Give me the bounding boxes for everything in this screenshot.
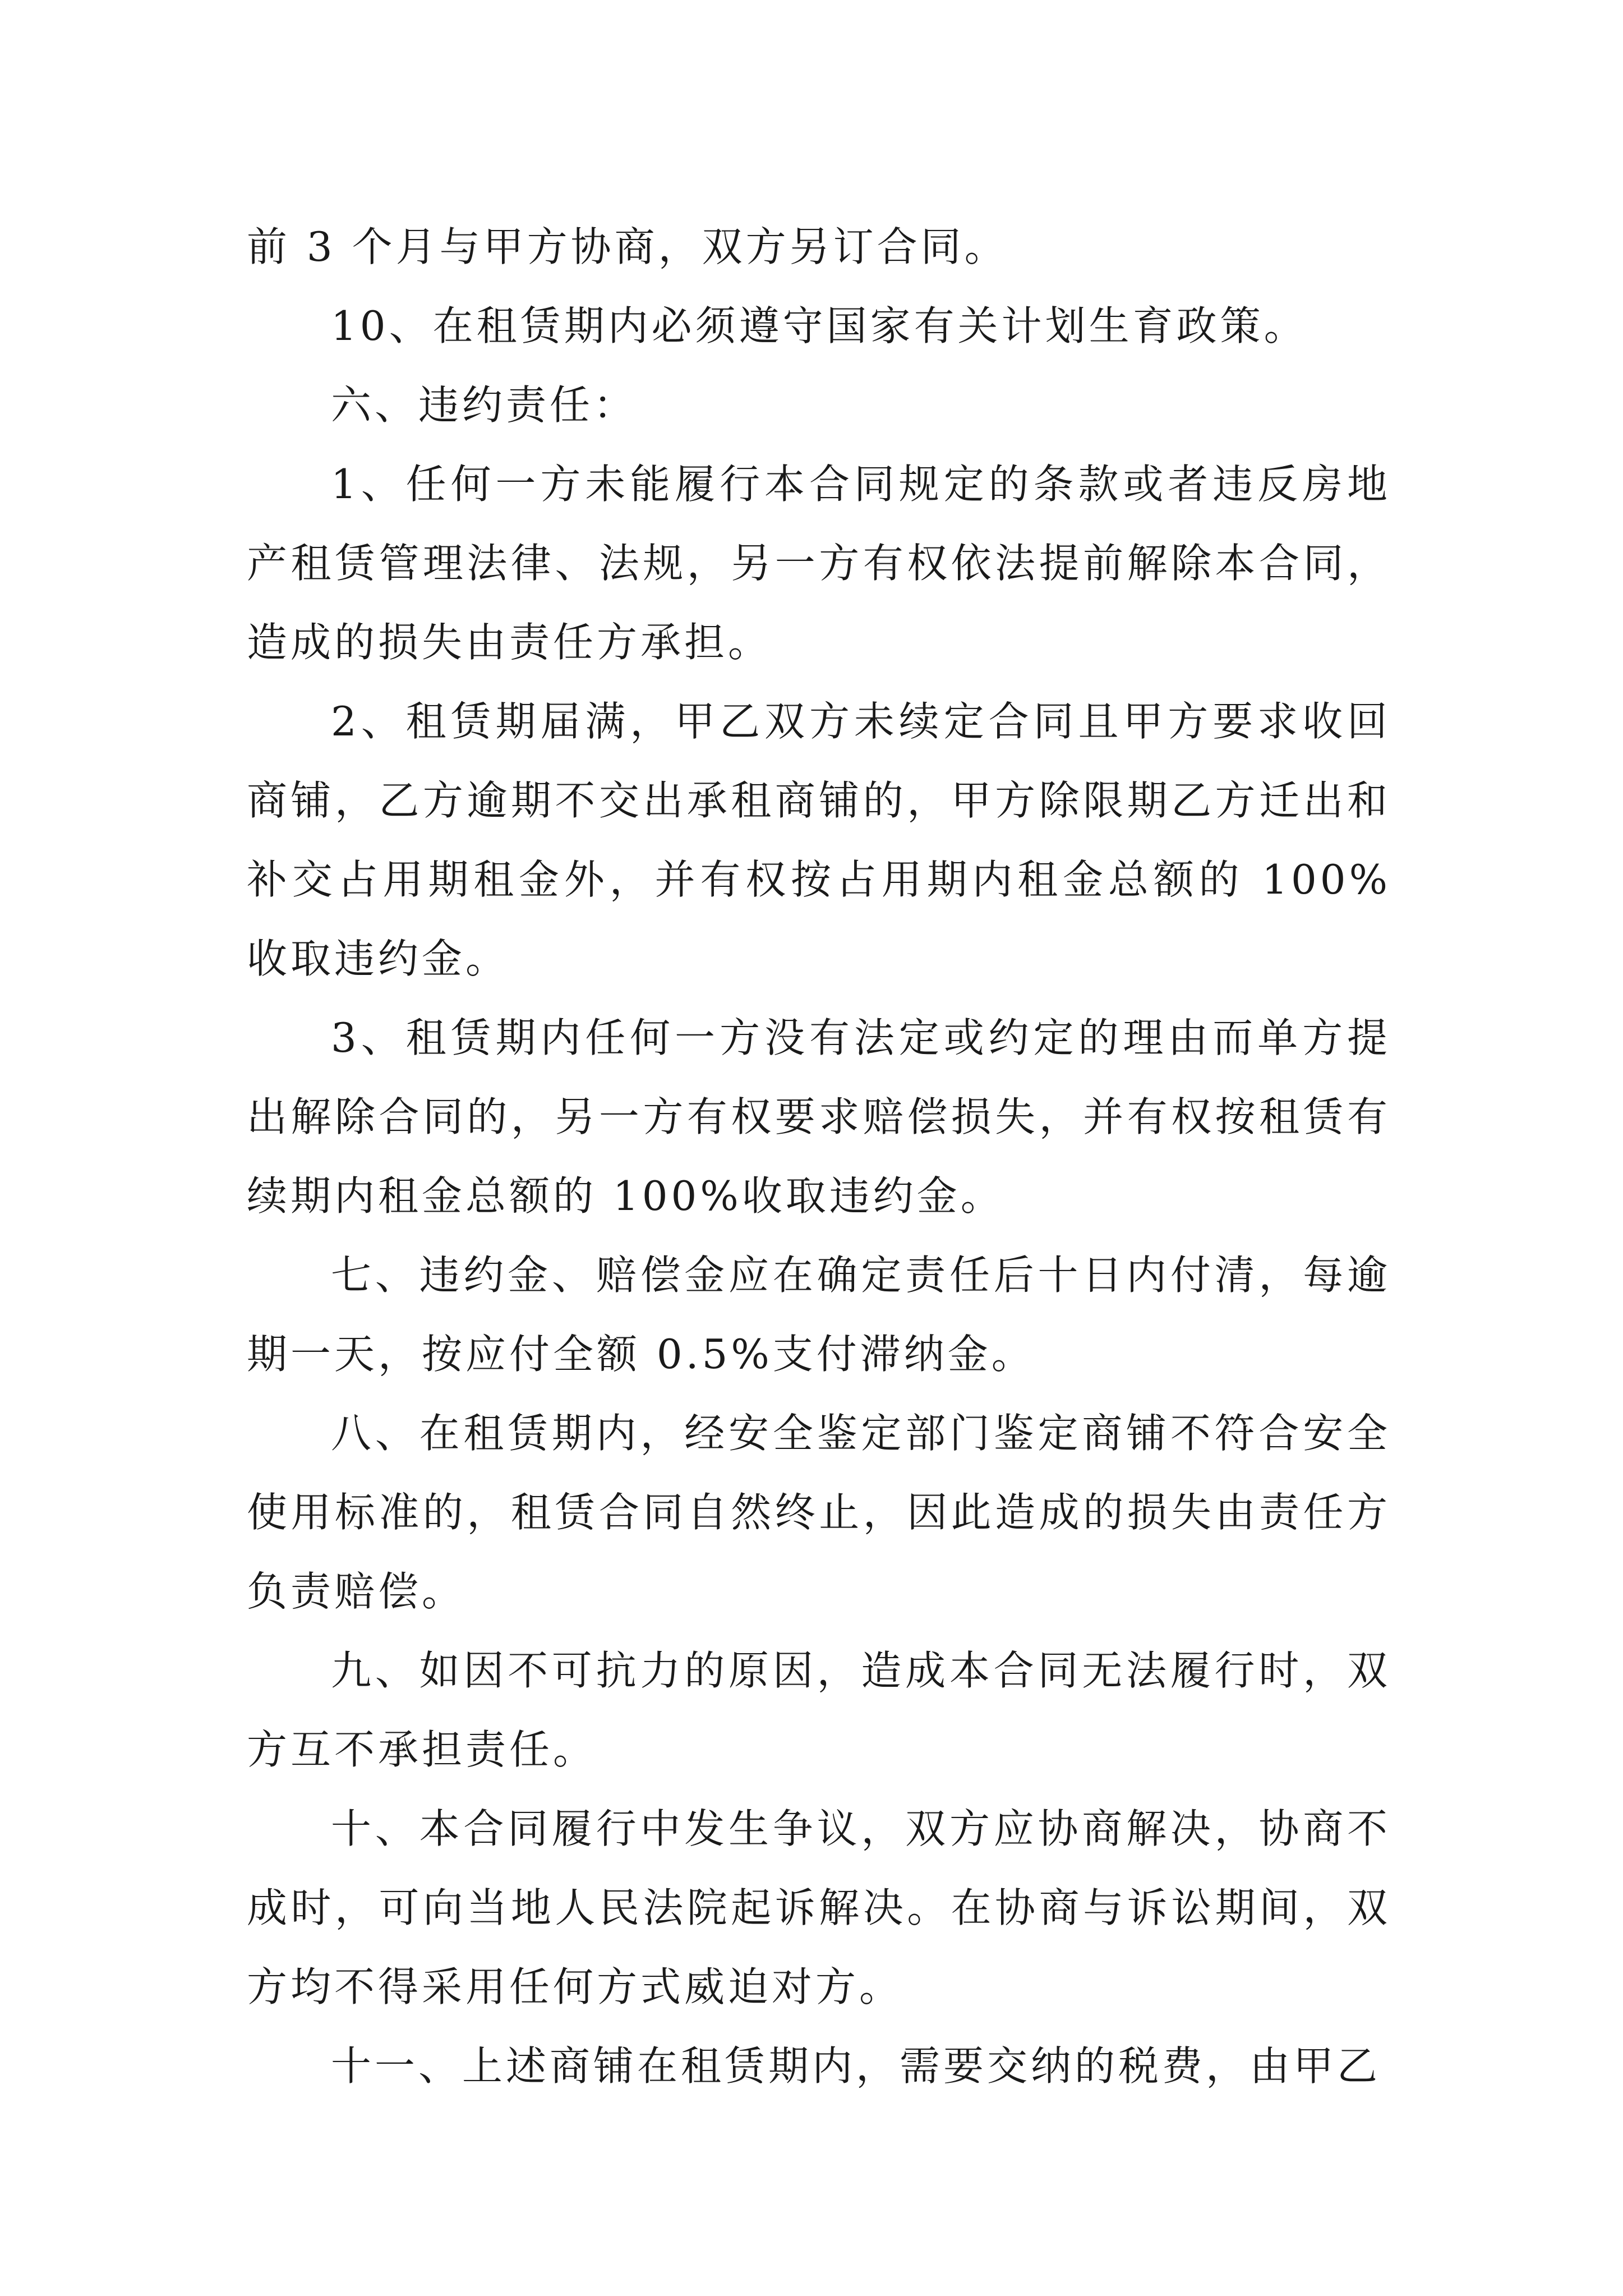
document-body: [247, 208, 1391, 2106]
paragraph-continuation: 前 3 个月与甲方协商，双方另订合同。: [247, 223, 1008, 270]
paragraph-section-11: 十一、上述商铺在租赁期内，需要交纳的税费，由甲乙: [331, 2042, 1381, 2090]
paragraph-section-9: 九、如因不可抗力的原因，造成本合同无法履行时，双方互不承担责任。: [247, 1647, 1391, 1773]
paragraph-section-7: 七、违约金、赔偿金应在确定责任后十日内付清，每逾期一天，按应付全额 0.5%支付滞纳金。: [247, 1251, 1391, 1378]
section-heading-breach-liability: 六、违约责任：: [331, 381, 638, 429]
paragraph-clause-10: 10、在租赁期内必须遵守国家有关计划生育政策。: [331, 302, 1308, 349]
paragraph-breach-3: 3、租赁期内任何一方没有法定或约定的理由而单方提出解除合同的，另一方有权要求赔偿损失，并有权按租赁有续期内租金总额的 100%收取违约金。: [247, 1014, 1391, 1220]
paragraph-breach-1: 1、任何一方未能履行本合同规定的条款或者违反房地产租赁管理法律、法规，另一方有权依法提前解除本合同，造成的损失由责任方承担。: [247, 461, 1391, 666]
paragraph-section-10: 十、本合同履行中发生争议，双方应协商解决，协商不成时，可向当地人民法院起诉解决。在协商与诉讼期间，双方均不得采用任何方式威迫对方。: [247, 1805, 1391, 2010]
paragraph-section-8: 八、在租赁期内，经安全鉴定部门鉴定商铺不符合安全使用标准的，租赁合同自然终止，因此造成的损失由责任方负责赔偿。: [247, 1410, 1391, 1615]
paragraph-breach-2: 2、租赁期届满，甲乙双方未续定合同且甲方要求收回商铺，乙方逾期不交出承租商铺的，甲方除限期乙方迁出和补交占用期租金外，并有权按占用期内租金总额的 100%收取违约金。: [247, 698, 1391, 982]
